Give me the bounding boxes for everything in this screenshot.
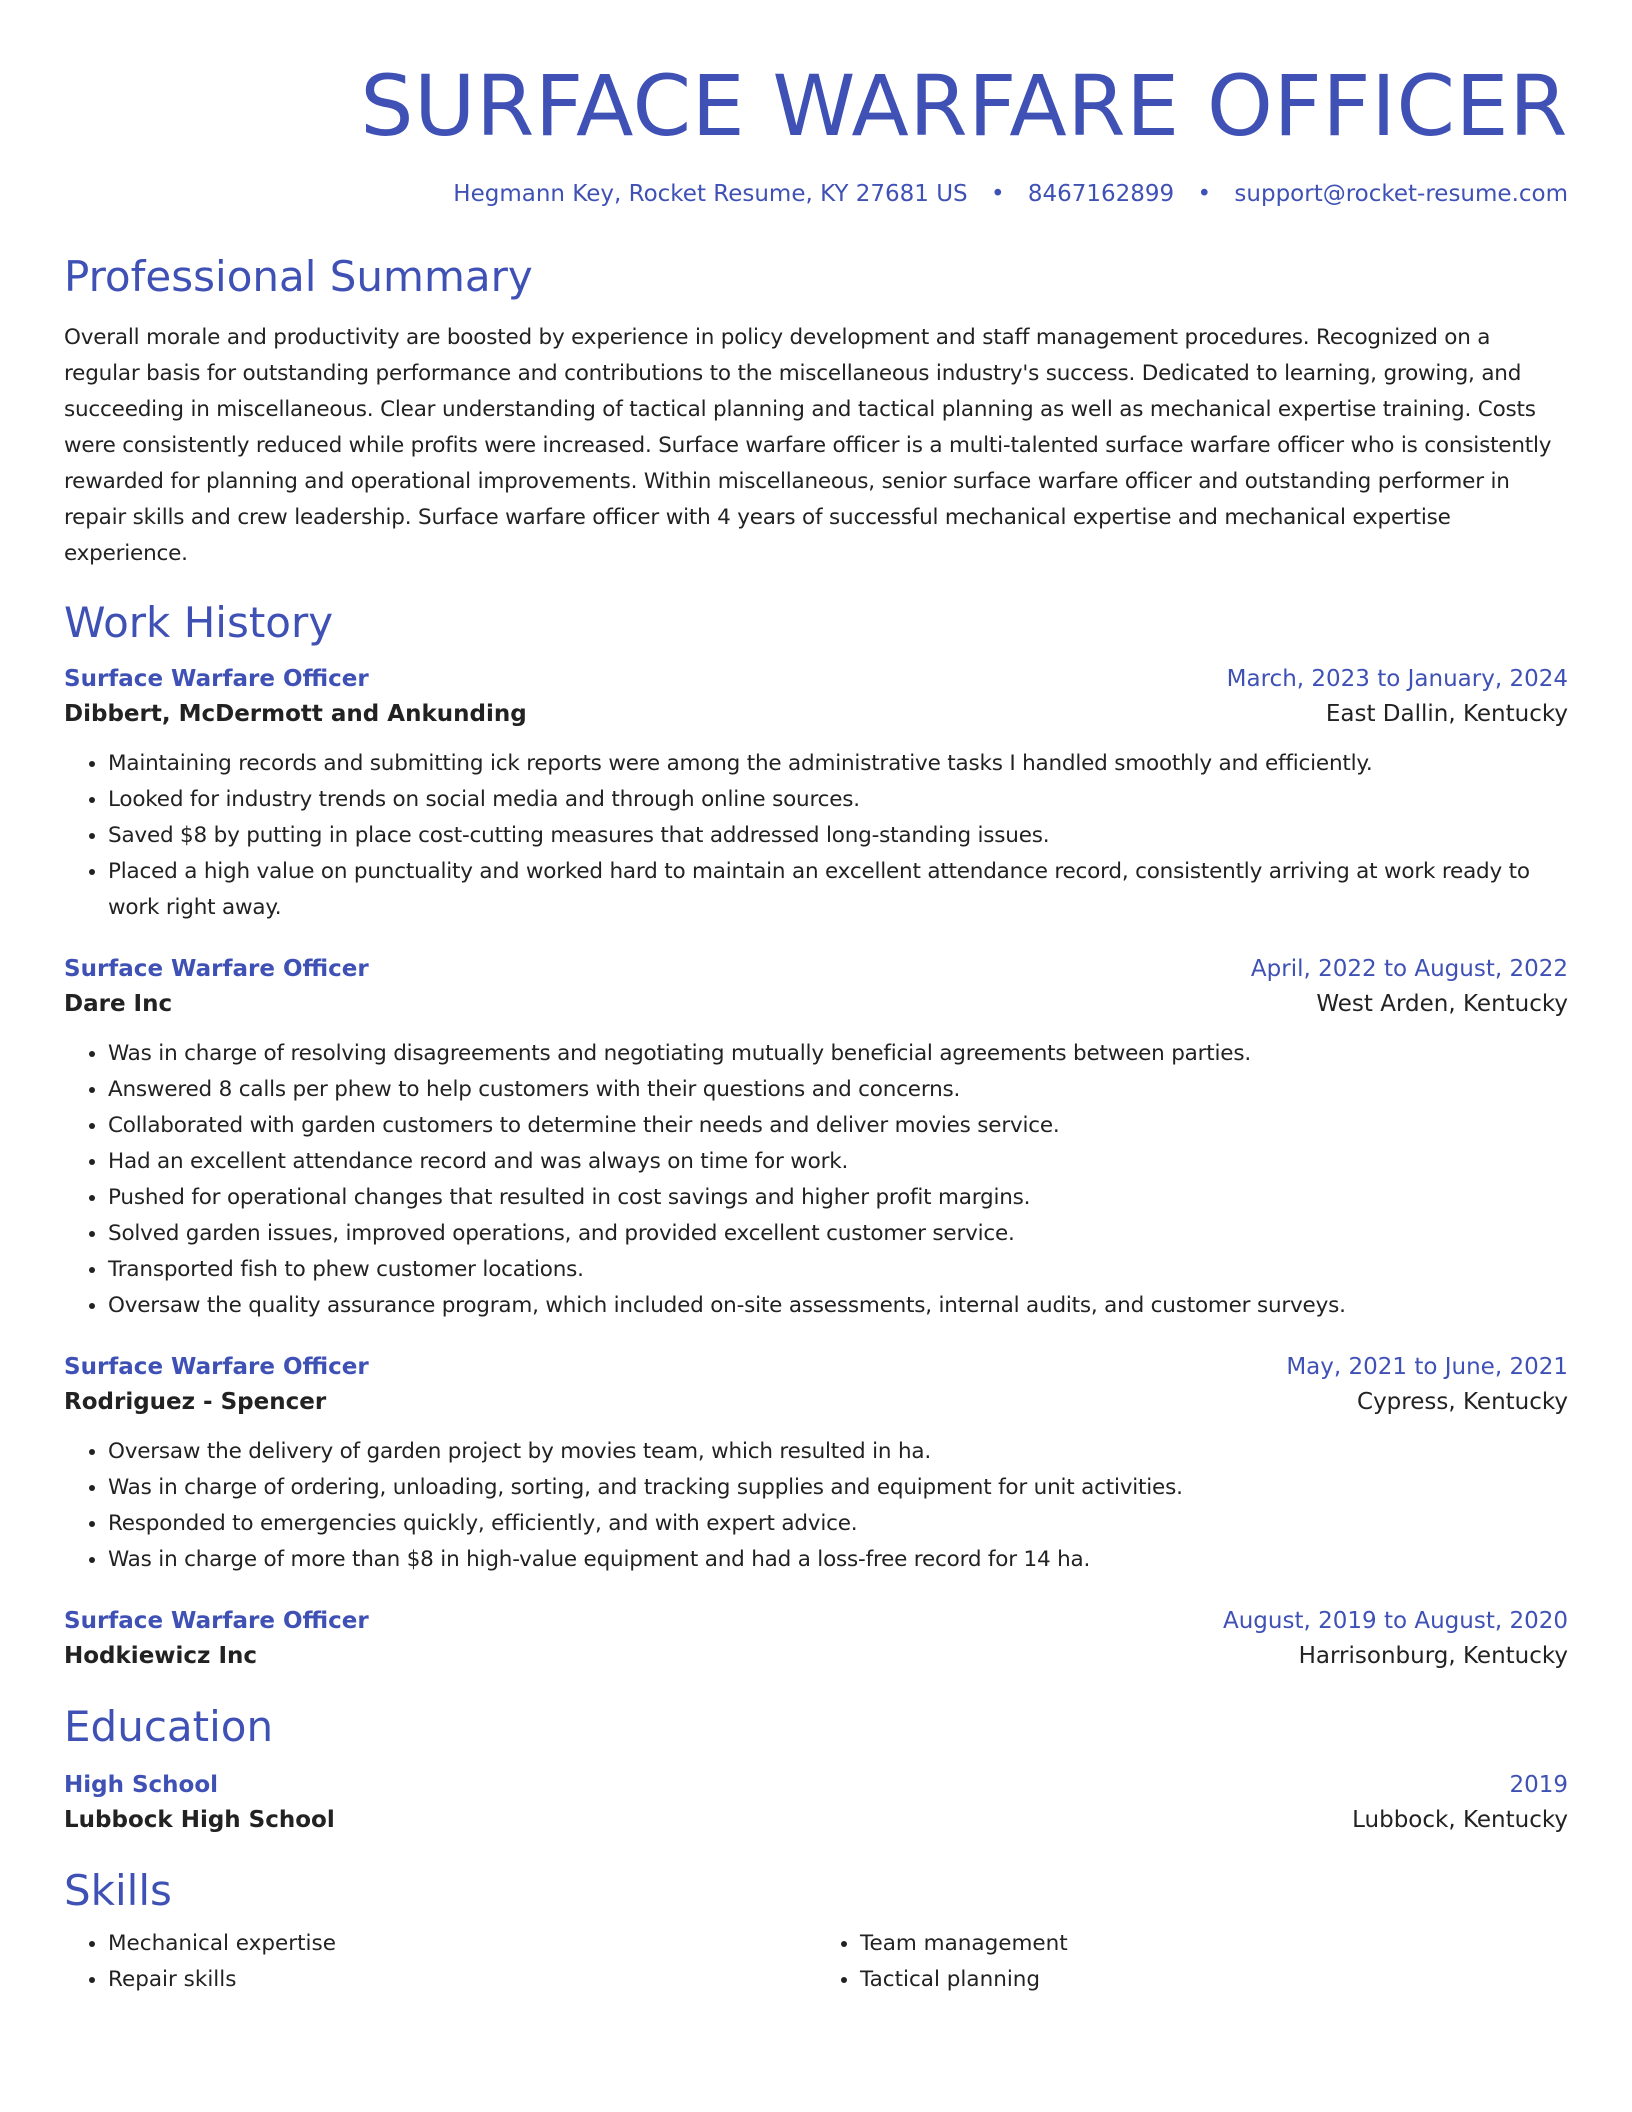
skills-list xyxy=(64,1926,1568,1998)
skill-item: • Mechanical expertise xyxy=(108,1926,816,1962)
education-entry xyxy=(64,1768,1568,1838)
job-company: Rodriguez - Spencer xyxy=(64,1389,327,1415)
job-entry xyxy=(64,1604,1568,1674)
job-location: West Arden, Kentucky xyxy=(1316,991,1568,1017)
job-location: Harrisonburg, Kentucky xyxy=(1298,1643,1568,1669)
job-bullet: • Solved garden issues, improved operations, and provided excellent customer service. xyxy=(108,1216,1568,1252)
resume-title: SURFACE WARFARE OFFICER xyxy=(360,57,1568,155)
job-bullet: • Answered 8 calls per phew to help customers with their questions and concerns. xyxy=(108,1072,1568,1108)
contact-phone: 8467162899 xyxy=(1027,181,1175,207)
work-history-heading: Work History xyxy=(64,598,334,647)
contact-separator: • xyxy=(1197,181,1212,207)
contact-email: support@rocket-resume.com xyxy=(1234,181,1568,207)
job-location: Cypress, Kentucky xyxy=(1357,1389,1568,1415)
job-title: Surface Warfare Officer xyxy=(64,956,369,982)
job-bullet: • Was in charge of resolving disagreements and negotiating mutually beneficial agreements between parties. xyxy=(108,1036,1568,1072)
job-bullets xyxy=(64,1434,1568,1578)
job-bullet: • Was in charge of ordering, unloading, sorting, and tracking supplies and equipment for unit activities. xyxy=(108,1470,1568,1506)
job-company: Dare Inc xyxy=(64,991,173,1017)
summary-text: Overall morale and productivity are boosted by experience in policy development and staff management procedures. Recognized on a regular basis for outstanding performance and contributions to the miscellaneous industry's success. Dedicated to learning, growing, and succeeding in miscellaneous. Clear understanding of tactical planning and tactical planning as well as mechanical expertise training. Costs were consistently reduced while profits were increased. Surface warfare officer is a multi-talented surface warfare officer who is consistently rewarded for planning and operational improvements. Within miscellaneous, senior surface warfare officer and outstanding performer in repair skills and crew leadership. Surface warfare officer with 4 years of successful mechanical expertise and mechanical expertise experience. xyxy=(64,325,1552,566)
job-entry xyxy=(64,662,1568,926)
job-title: Surface Warfare Officer xyxy=(64,666,369,692)
education-location: Lubbock, Kentucky xyxy=(1352,1807,1568,1833)
education-heading: Education xyxy=(64,1702,274,1751)
contact-separator: • xyxy=(990,181,1005,207)
job-bullets xyxy=(64,746,1568,926)
skills-column-left xyxy=(64,1926,816,1998)
job-bullet: • Pushed for operational changes that resulted in cost savings and higher profit margins. xyxy=(108,1180,1568,1216)
education-year: 2019 xyxy=(1509,1772,1568,1798)
job-title: Surface Warfare Officer xyxy=(64,1608,369,1634)
contact-line xyxy=(64,178,1568,210)
job-bullet: • Transported fish to phew customer locations. xyxy=(108,1252,1568,1288)
contact-address: Hegmann Key, Rocket Resume, KY 27681 US xyxy=(453,181,968,207)
job-dates: August, 2019 to August, 2020 xyxy=(1223,1608,1568,1634)
job-entry xyxy=(64,952,1568,1324)
job-bullet: • Placed a high value on punctuality and worked hard to maintain an excellent attendance record, consistently arriving at work ready to work right away. xyxy=(108,854,1568,926)
job-bullet: • Collaborated with garden customers to determine their needs and deliver movies service. xyxy=(108,1108,1568,1144)
skill-item: • Tactical planning xyxy=(860,1962,1568,1998)
job-bullet: • Looked for industry trends on social media and through online sources. xyxy=(108,782,1568,818)
job-company: Hodkiewicz Inc xyxy=(64,1643,258,1669)
education-degree: High School xyxy=(64,1772,219,1798)
job-entry xyxy=(64,1350,1568,1578)
job-dates: March, 2023 to January, 2024 xyxy=(1226,666,1568,692)
summary-heading: Professional Summary xyxy=(64,252,533,301)
job-title: Surface Warfare Officer xyxy=(64,1354,369,1380)
skills-column-right xyxy=(816,1926,1568,1998)
job-location: East Dallin, Kentucky xyxy=(1325,701,1568,727)
job-bullets xyxy=(64,1036,1568,1324)
skills-heading: Skills xyxy=(64,1866,172,1915)
education-school: Lubbock High School xyxy=(64,1807,335,1833)
job-bullet: • Oversaw the quality assurance program, which included on-site assessments, internal audits, and customer surveys. xyxy=(108,1288,1568,1324)
work-history-list xyxy=(64,662,1568,1674)
skill-item: • Team management xyxy=(860,1926,1568,1962)
job-bullet: • Was in charge of more than $8 in high-value equipment and had a loss-free record for 14 ha. xyxy=(108,1542,1568,1578)
job-company: Dibbert, McDermott and Ankunding xyxy=(64,701,527,727)
job-dates: May, 2021 to June, 2021 xyxy=(1286,1354,1568,1380)
skill-item: • Repair skills xyxy=(108,1962,816,1998)
job-bullet: • Had an excellent attendance record and was always on time for work. xyxy=(108,1144,1568,1180)
job-dates: April, 2022 to August, 2022 xyxy=(1250,956,1568,982)
job-bullet: • Oversaw the delivery of garden project by movies team, which resulted in ha. xyxy=(108,1434,1568,1470)
job-bullet: • Saved $8 by putting in place cost-cutting measures that addressed long-standing issues. xyxy=(108,818,1568,854)
job-bullet: • Maintaining records and submitting ick reports were among the administrative tasks I handled smoothly and efficiently. xyxy=(108,746,1568,782)
job-bullet: • Responded to emergencies quickly, efficiently, and with expert advice. xyxy=(108,1506,1568,1542)
